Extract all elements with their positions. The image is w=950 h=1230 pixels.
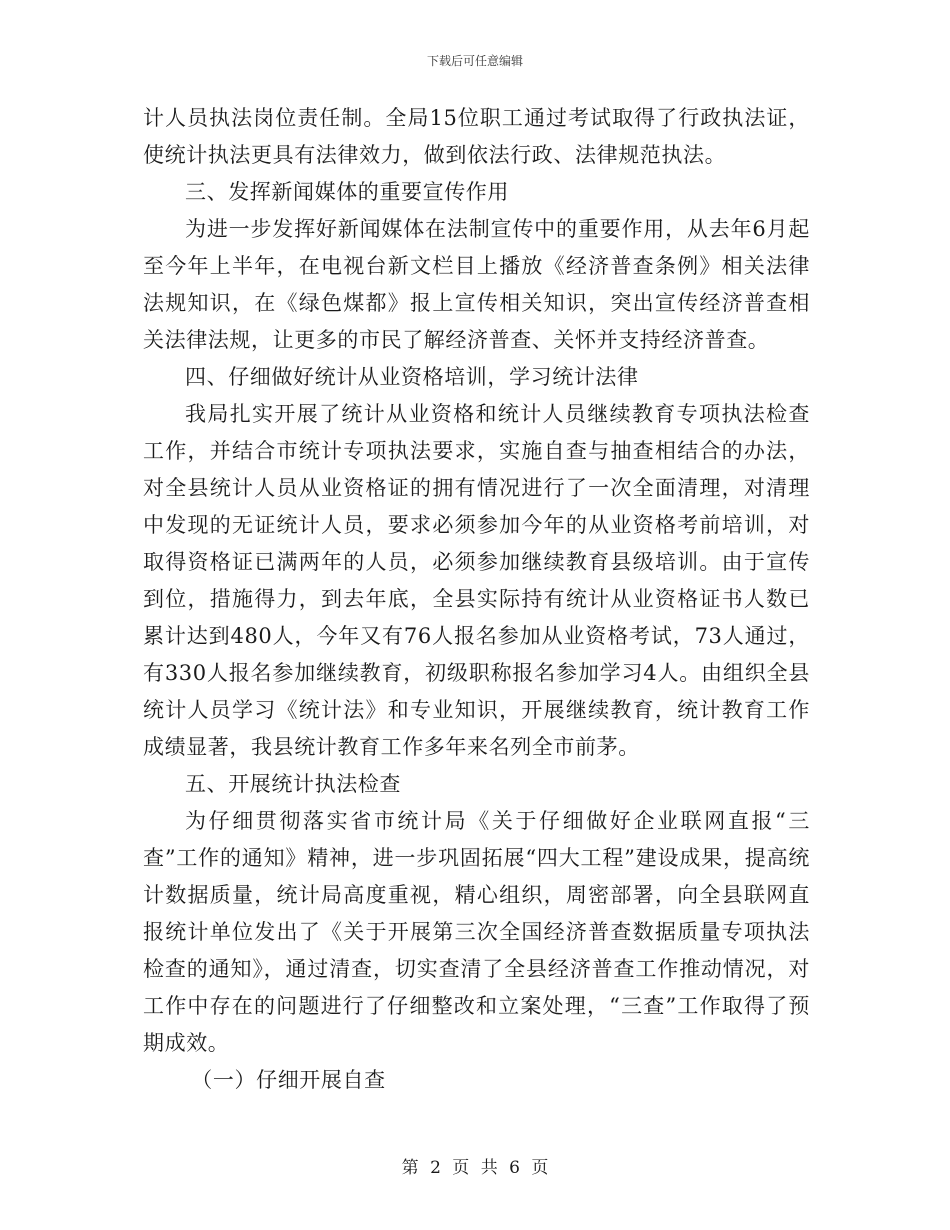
paragraph-training: 我局扎实开展了统计从业资格和统计人员继续教育专项执法检查工作，并结合市统计专项执法要求，实施自查与抽查相结合的办法，对全县统计人员从业资格证的拥有情况进行了一次全面清理，对清理中发现的无证统计人员，要求必须参加今年的从业资格考前培训，对取得资格证已满两年的人员，必须参加继续教育县级培训。由于宣传到位，措施得力，到去年底，全县实际持有统计从业资格证书人数已累计达到480人，今年又有76人报名参加从业资格考试，73人通过，有330人报名参加继续教育，初级职称报名参加学习4人。由组织全县统计人员学习《统计法》和专业知识，开展继续教育，统计教育工作成绩显著，我县统计教育工作多年来名列全市前茅。 — [143, 402, 810, 759]
page-header: 下载后可任意编辑 — [426, 54, 523, 68]
document-body — [143, 100, 810, 1099]
section-heading-5: 五、开展统计执法检查 — [185, 772, 401, 796]
section-heading-3: 三、发挥新闻媒体的重要宣传作用 — [185, 180, 509, 204]
paragraph-continuation: 计人员执法岗位责任制。全局15位职工通过考试取得了行政执法证，使统计执法更具有法律效力，做到依法行政、法律规范执法。 — [143, 106, 810, 167]
section-heading-4: 四、仔细做好统计从业资格培训，学习统计法律 — [185, 365, 639, 389]
paragraph-inspection: 为仔细贯彻落实省市统计局《关于仔细做好企业联网直报“三查”工作的通知》精神，进一步巩固拓展“四大工程”建设成果，提高统计数据质量，统计局高度重视，精心组织，周密部署，向全县联网直报统计单位发出了《关于开展第三次全国经济普查数据质量专项执法检查的通知》，通过清查，切实查清了全县经济普查工作推动情况，对工作中存在的问题进行了仔细整改和立案处理，“三查”工作取得了预期成效。 — [143, 809, 810, 1055]
subsection-heading-1: （一）仔细开展自查 — [191, 1068, 386, 1092]
page-number: 第 2 页 共 6 页 — [401, 1158, 549, 1178]
paragraph-media: 为进一步发挥好新闻媒体在法制宣传中的重要作用，从去年6月起至今年上半年，在电视台新文栏目上播放《经济普查条例》相关法律法规知识，在《绿色煤都》报上宣传相关知识，突出宣传经济普查相关法律法规，让更多的市民了解经济普查、关怀并支持经济普查。 — [143, 217, 810, 352]
